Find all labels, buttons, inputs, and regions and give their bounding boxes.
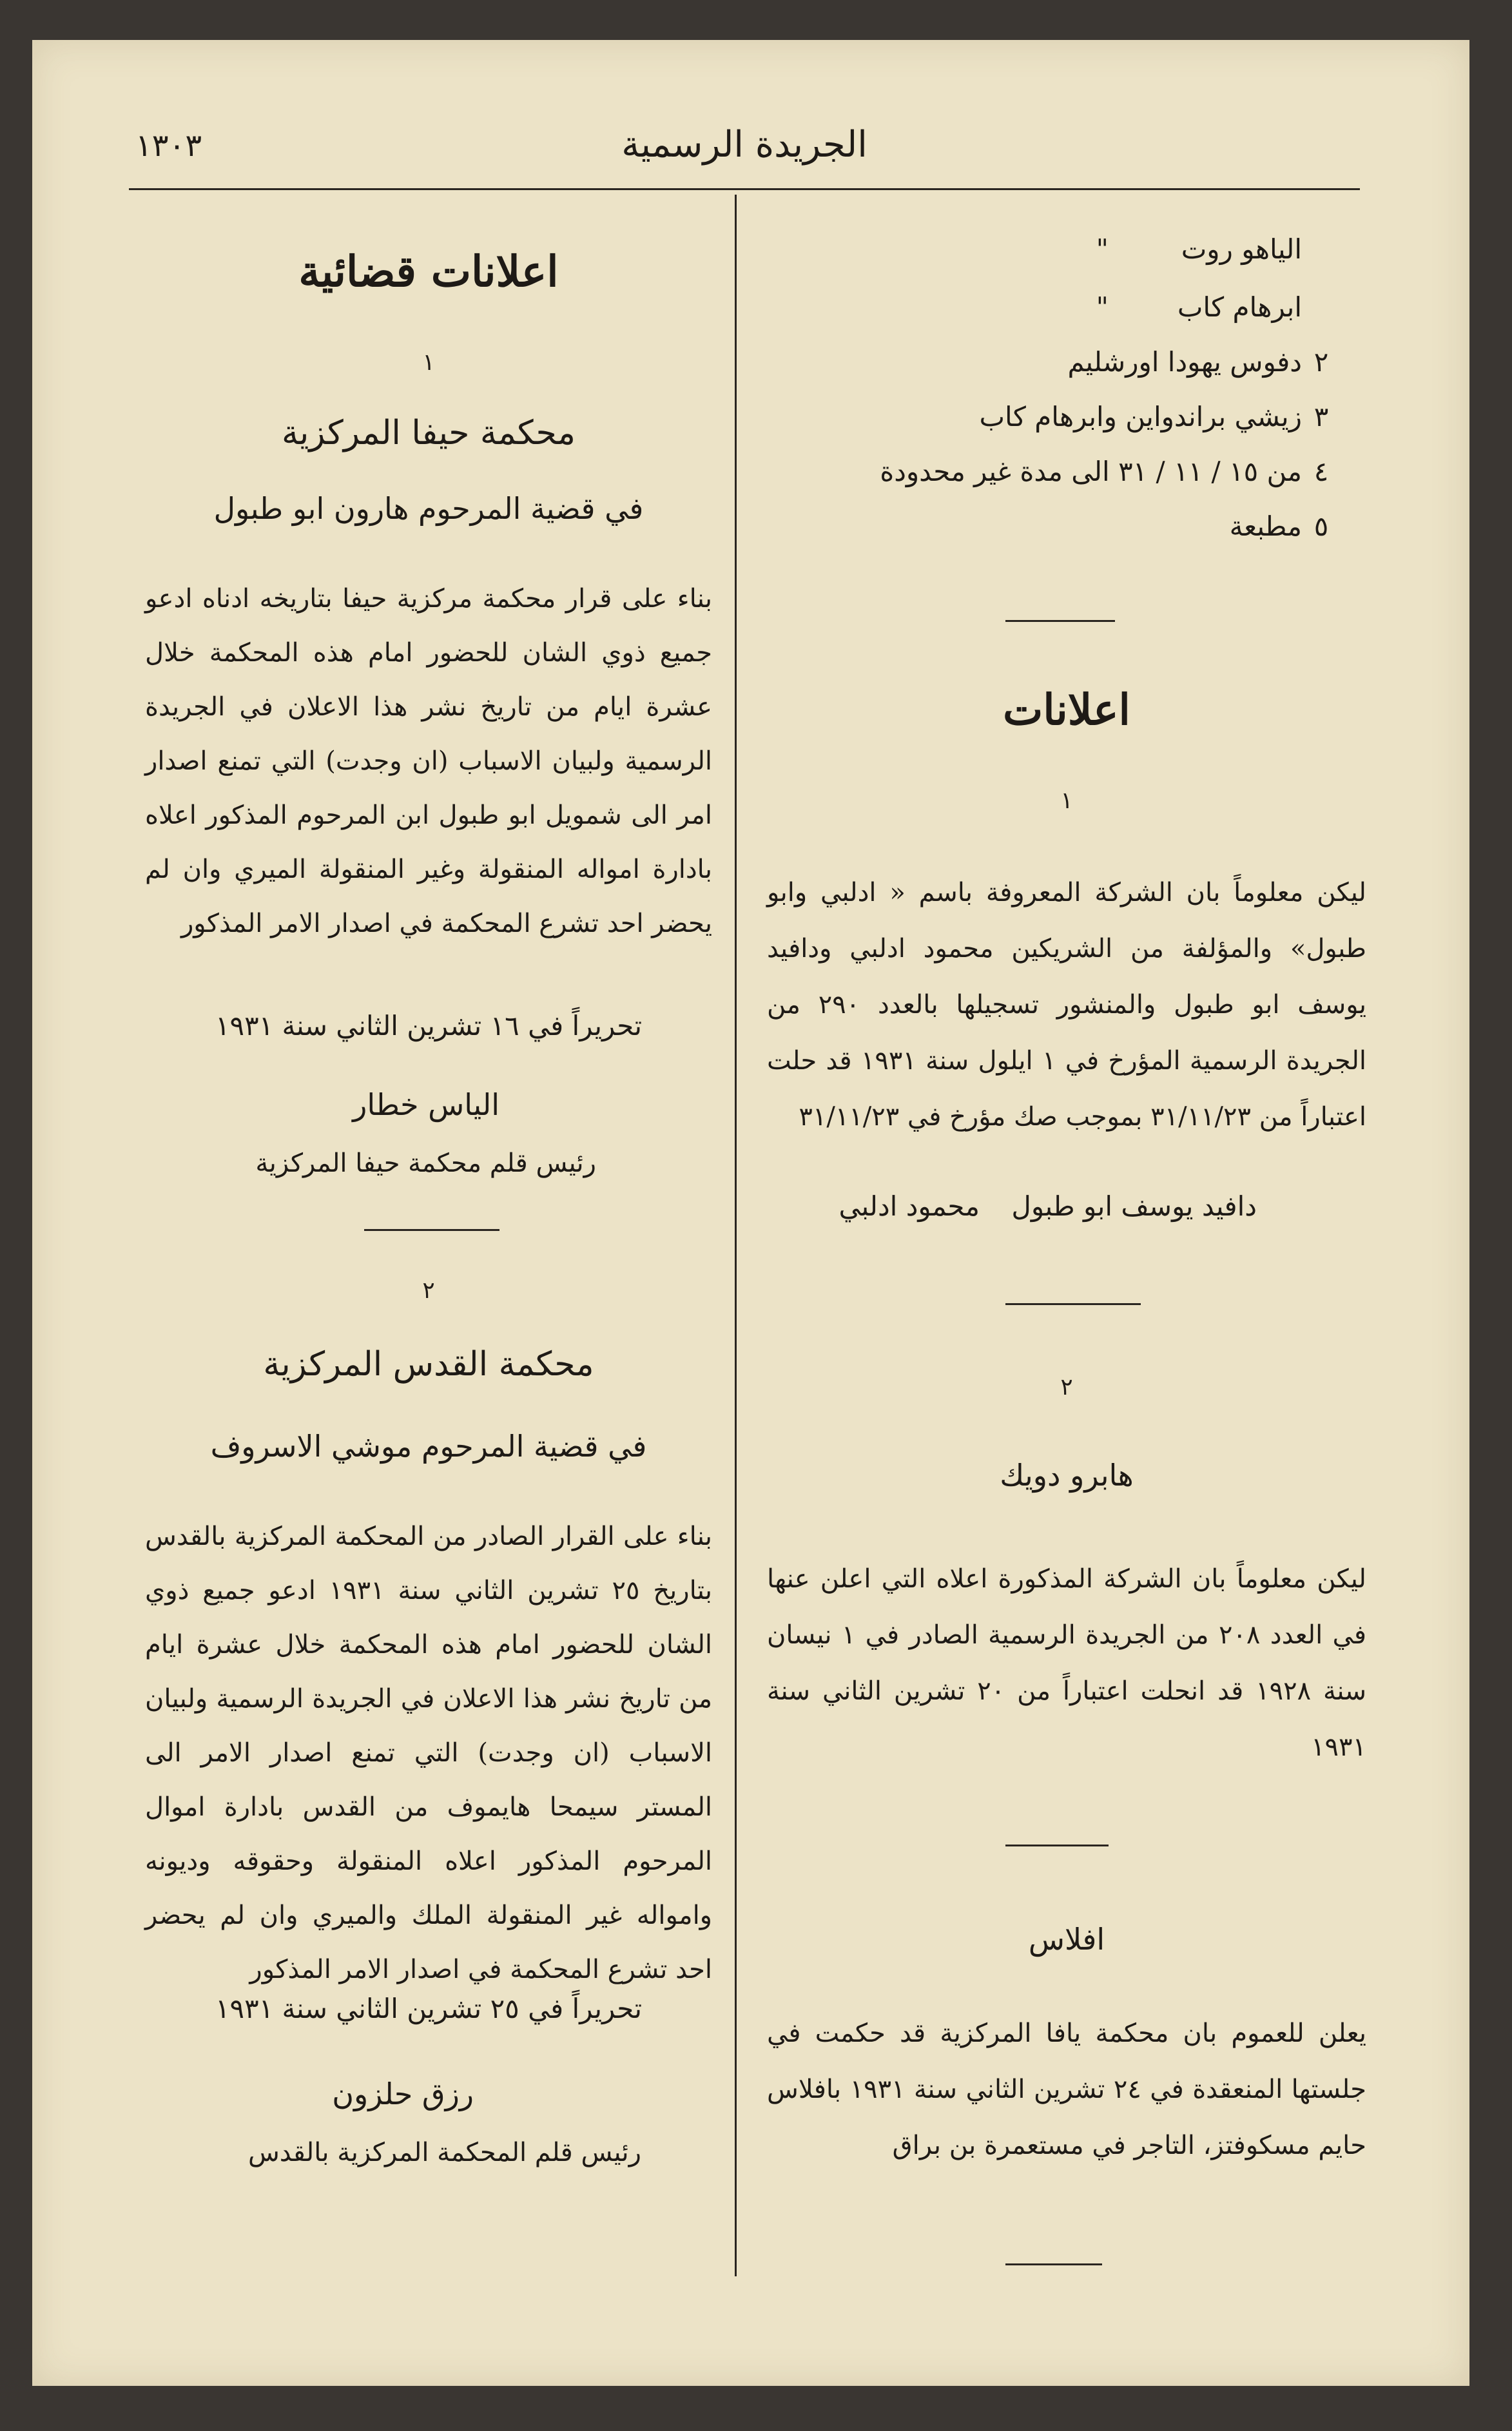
notice-title: هابرو دويك <box>1000 1458 1134 1493</box>
list-row: ٢دفوس يهودا اورشليم <box>1067 346 1329 378</box>
signatory: دافيد يوسف ابو طبول <box>1011 1190 1257 1222</box>
gazette-title: الجريدة الرسمية <box>621 124 867 166</box>
section-title-announcements: اعلانات <box>1003 684 1130 735</box>
list-row: الياهو روت <box>1181 233 1302 265</box>
notice-text: بناء على قرار محكمة مركزية حيفا بتاريخه ادناه ادعو جميع ذوي الشان للحضور امام هذه المحكمة خلال عشرة ايام من تاريخ نشر هذا الاعلان في الجريدة الرسمية ولبيان الاسباب (ان وجدت) التي تمنع اصدار امر الى شمويل ابو طبول ابن المرحوم المذكور اعلاه بادارة امواله المنقولة وغير المنقولة الميري وان لم يحضر احد تشرع المحكمة في اصدار الامر المذكور <box>145 584 713 938</box>
case-title: في قضية المرحوم موشي الاسروف <box>210 1429 647 1464</box>
list-row: ٤من ١٥ / ١١ / ٣١ الى مدة غير محدودة <box>880 456 1329 487</box>
separator-rule <box>1005 1303 1141 1305</box>
notice-text: بناء على القرار الصادر من المحكمة المركزية بالقدس بتاريخ ٢٥ تشرين الثاني سنة ١٩٣١ ادعو جميع ذوي الشان للحضور امام هذه المحكمة خلال عشرة ايام من تاريخ نشر هذا الاعلان في الجريدة الرسمية ولبيان الاسباب (ان وجدت) التي تمنع اصدار الامر الى المستر سيمحا هايموف من القدس بادارة اموال المرحوم المذكور اعلاه المنقولة وحقوقه وديونه وامواله غير المنقولة الملك والميري وان لم يحضر احد تشرع المحكمة في اصدار الامر المذكور <box>145 1522 713 1984</box>
notice-title: افلاس <box>1028 1922 1105 1957</box>
ditto-mark: " <box>1096 233 1109 265</box>
signatory: محمود ادلبي <box>838 1190 980 1222</box>
notice-text: ليكن معلوماً بان الشركة المعروفة باسم « ادلبي وابو طبول» والمؤلفة من الشريكين محمود ادلبي ودافيد يوسف ابو طبول والمنشور تسجيلها بالعدد ٢٩٠ من الجريدة الرسمية المؤرخ في ١ ايلول سنة ١٩٣١ قد حلت اعتباراً من ٣١/١١/٢٣ بموجب صك مؤرخ في ٣١/١١/٢٣ <box>767 878 1367 1132</box>
signer-title: رئيس قلم محكمة حيفا المركزية <box>255 1148 596 1178</box>
gazette-page <box>32 40 1469 2386</box>
separator-rule <box>364 1229 499 1231</box>
signer-name: الياس خطار <box>353 1087 499 1122</box>
signer-name: رزق حلزون <box>332 2077 474 2111</box>
separator-rule <box>1005 2263 1102 2265</box>
page-number: ١٣٠٣ <box>135 128 202 164</box>
list-row: ٣زيشي براندواين وابرهام كاب <box>979 401 1329 432</box>
signer-title: رئيس قلم المحكمة المركزية بالقدس <box>247 2138 641 2167</box>
notice-date: تحريراً في ٢٥ تشرين الثاني سنة ١٩٣١ <box>215 1993 643 2024</box>
section-title-judicial: اعلانات قضائية <box>298 246 559 296</box>
notice-number: ٢ <box>422 1277 435 1304</box>
column-divider <box>735 195 737 2276</box>
case-title: في قضية المرحوم هارون ابو طبول <box>213 491 644 526</box>
list-row: ٥مطبعة <box>1229 510 1329 542</box>
notice-number: ١ <box>1060 788 1073 814</box>
list-row: ابرهام كاب <box>1177 291 1302 323</box>
separator-rule <box>1005 1845 1109 1846</box>
court-name: محكمة القدس المركزية <box>263 1345 594 1384</box>
page-header <box>129 98 1360 190</box>
notice-number: ١ <box>422 349 435 376</box>
notice-number: ٢ <box>1060 1374 1073 1400</box>
ditto-mark: " <box>1096 291 1109 323</box>
notice-date: تحريراً في ١٦ تشرين الثاني سنة ١٩٣١ <box>215 1010 643 1041</box>
separator-rule <box>1005 620 1115 622</box>
notice-text: ليكن معلوماً بان الشركة المذكورة اعلاه التي اعلن عنها في العدد ٢٠٨ من الجريدة الرسمية الصادر في ١ نيسان سنة ١٩٢٨ قد انحلت اعتباراً من ٢٠ تشرين الثاني سنة ١٩٣١ <box>767 1564 1367 1762</box>
notice-text: يعلن للعموم بان محكمة يافا المركزية قد حكمت في جلستها المنعقدة في ٢٤ تشرين الثاني سنة ١٩٣١ بافلاس حايم مسكوفتز، التاجر في مستعمرة بن براق <box>767 2019 1366 2160</box>
court-name: محكمة حيفا المركزية <box>282 414 576 452</box>
